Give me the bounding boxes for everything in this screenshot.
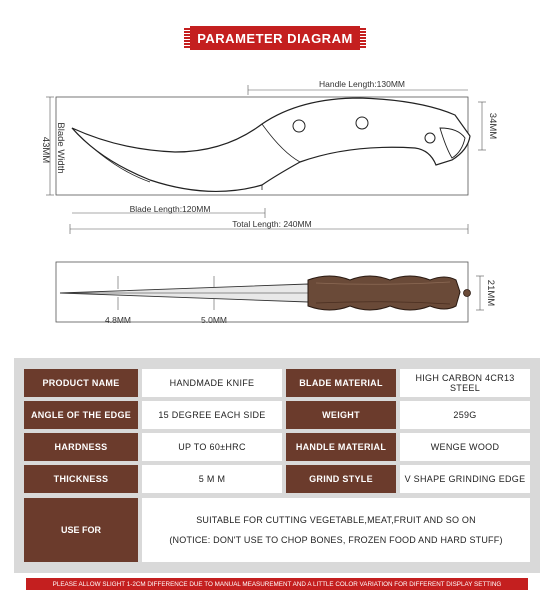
- spec-key-handle-material: HANDLE MATERIAL: [286, 433, 396, 461]
- spec-value-blade-material: HIGH CARBON 4CR13 STEEL: [400, 369, 530, 397]
- total-length-label: Total Length: 240MM: [232, 219, 312, 229]
- spec-key-edge-angle: ANGLE OF THE EDGE: [24, 401, 138, 429]
- blade-width-label: Blade Width: [55, 122, 66, 174]
- spec-value-thickness: 5 M M: [142, 465, 282, 493]
- blade-width-value: 43MM: [40, 136, 51, 164]
- spec-key-blade-material: BLADE MATERIAL: [286, 369, 396, 397]
- spec-key-product-name: PRODUCT NAME: [24, 369, 138, 397]
- handle-top-view: [308, 276, 460, 310]
- page-title: PARAMETER DIAGRAM: [197, 30, 353, 46]
- spec-key-weight: WEIGHT: [286, 401, 396, 429]
- footer-note: [26, 578, 528, 590]
- spec-value-product-name: HANDMADE KNIFE: [142, 369, 282, 397]
- spec-value-edge-angle: 15 DEGREE EACH SIDE: [142, 401, 282, 429]
- handle-length-label: Handle Length:130MM: [318, 79, 406, 89]
- use-for-line-1: SUITABLE FOR CUTTING VEGETABLE,MEAT,FRUIT AND SO ON: [196, 515, 476, 525]
- spec-key-hardness: HARDNESS: [24, 433, 138, 461]
- footer-note-text: PLEASE ALLOW SLIGHT 1-2CM DIFFERENCE DUE TO MANUAL MEASUREMENT AND A LITTLE COLOR VARIATION FOR DIFFERENT DISPLAY SETTING: [52, 580, 502, 588]
- spec-key-thickness: THICKNESS: [24, 465, 138, 493]
- spec-key-use-for: USE FOR: [24, 498, 138, 562]
- spec-value-weight: 259G: [400, 401, 530, 429]
- use-for-line-2: (NOTICE: DON'T USE TO CHOP BONES, FROZEN FOOD AND HARD STUFF): [169, 535, 503, 545]
- rivet-1: [293, 120, 305, 132]
- handle-end-cap: [464, 290, 471, 297]
- knife-side-outline: [72, 98, 470, 191]
- tip-thickness-label: 4.8MM: [105, 315, 131, 325]
- handle-height-value: 34MM: [487, 112, 498, 140]
- rivet-3: [425, 133, 435, 143]
- spec-table: [14, 358, 540, 573]
- spec-key-grind-style: GRIND STYLE: [286, 465, 396, 493]
- blade-length-label: Blade Length:120MM: [129, 204, 211, 214]
- handle-thickness-label: 21MM: [485, 279, 496, 307]
- spec-value-use-for: [142, 498, 530, 562]
- spec-value-grind-style: V SHAPE GRINDING EDGE: [400, 465, 530, 493]
- spec-value-handle-material: WENGE WOOD: [400, 433, 530, 461]
- spec-value-hardness: UP TO 60±HRC: [142, 433, 282, 461]
- rivet-2: [356, 117, 368, 129]
- mid-thickness-label: 5.0MM: [201, 315, 227, 325]
